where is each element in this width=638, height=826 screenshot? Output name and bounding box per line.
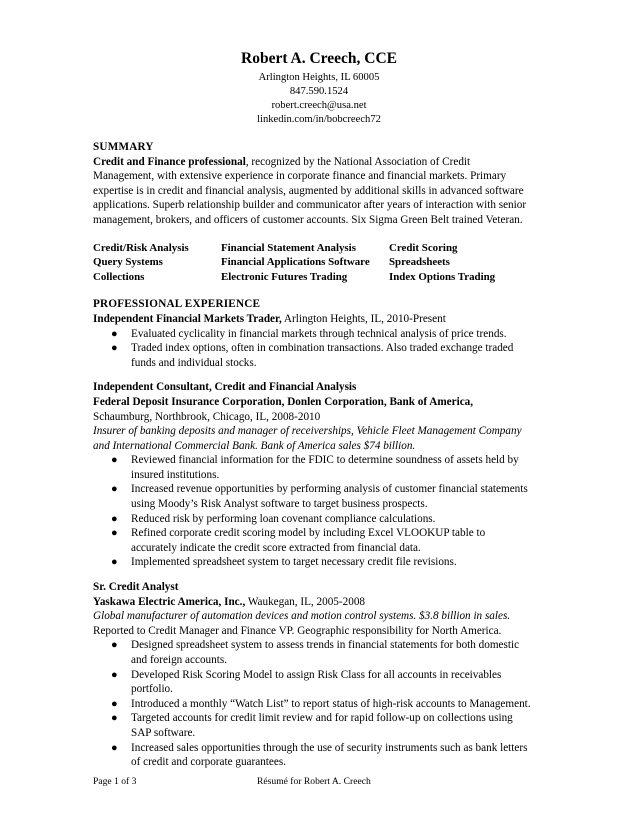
list-item: ● Introduced a monthly “Watch List” to report status of high-risk accounts to Management. [111,697,531,710]
job-3-company: Yaskawa Electric America, Inc., [93,595,246,608]
list-item: ● Increased sales opportunities through the use of security instruments such as bank letters of credit and corporate guarantees. [111,741,528,769]
summary-paragraph [93,155,545,228]
summary-line-3: expertise is in credit and financial analysis, augmented by additional skills in advanced software [93,184,524,197]
bullet-icon: ● [111,712,118,725]
job-3-desc: Global manufacturer of automation devices and motion control systems. $3.8 billion in sales. [93,610,511,623]
bullet-icon: ● [111,741,118,754]
list-item: ● Traded index options, often in combination transactions. Also traded exchange traded funds and individual stocks. [111,342,514,369]
job-3-bullets [93,638,545,769]
job-1-header [93,312,545,327]
contact-city: Arlington Heights, IL 60005 [258,72,380,83]
summary-line-4: applications. Superb relationship builder and communicator after years of interaction with senior [93,199,527,212]
list-item: ● Increased revenue opportunities by performing analysis of customer financial statements using Moody’s Risk Analyst software to target business prospects. [111,483,528,511]
summary-line-2: Management, with extensive experience in corporate finance and financial markets. Primary [93,170,507,183]
job-1-location: Arlington Heights, IL, 2010-Present [281,312,446,325]
experience-heading: PROFESSIONAL EXPERIENCE [93,298,261,311]
summary-line-5: management, brokers, and officers of customer accounts. Six Sigma Green Belt trained Veteran. [93,213,523,226]
skill-item: Index Options Trading [389,270,496,283]
job-2-desc-1: Insurer of banking deposits and manager of receiverships, Vehicle Fleet Management Company [93,425,522,438]
bullet-icon: ● [111,527,118,540]
contact-email: robert.creech@usa.net [271,100,367,111]
skill-item: Credit Scoring [389,241,458,254]
list-item: ● Reduced risk by performing loan covenant compliance calculations. [111,512,436,525]
bullet-icon: ● [111,697,118,710]
list-item: ● Targeted accounts for credit limit review and for rapid follow-up on collections using SAP software. [111,712,513,739]
bullet-icon: ● [111,639,118,652]
job-2-desc-2: and International Commercial Bank. Bank of America sales $74 billion. [93,439,416,452]
bullet-icon: ● [111,327,118,340]
job-2-title: Independent Consultant, Credit and Financial Analysis [93,381,357,394]
contact-linkedin: linkedin.com/in/bobcreech72 [257,114,381,125]
job-1-bullets [93,327,545,371]
bullet-icon: ● [111,342,118,355]
contact-phone: 847.590.1524 [289,86,349,97]
skill-item: Financial Statement Analysis [221,241,356,254]
job-3-location: Waukegan, IL, 2005-2008 [245,595,366,608]
resume-content [93,50,545,770]
list-item: ● Implemented spreadsheet system to target necessary credit file revisions. [111,556,457,569]
page-number: Page 1 of 3 [93,776,137,787]
skill-item: Query Systems [93,256,163,269]
job-3-title: Sr. Credit Analyst [93,581,179,594]
skill-item: Electronic Futures Trading [221,270,348,283]
bullet-icon: ● [111,483,118,496]
skill-item: Spreadsheets [389,256,450,269]
job-3-header [93,595,545,610]
job-3-reported: Reported to Credit Manager and Finance VP. Geographic responsibility for North America. [93,624,502,637]
list-item: ● Designed spreadsheet system to assess trends in financial statements for both domestic and foreign accounts. [111,639,520,666]
bullet-icon: ● [111,556,118,569]
bullet-icon: ● [111,512,118,525]
list-item: ● Refined corporate credit scoring model by including Excel VLOOKUP table to accurately indicate the credit score extracted from financial data. [111,527,486,554]
bullet-icon: ● [111,668,118,681]
list-item: ● Developed Risk Scoring Model to assign Risk Class for all accounts in receivables portfolio. [111,668,502,696]
skill-item: Credit/Risk Analysis [93,241,189,254]
summary-lead: Credit and Finance professional [93,155,246,168]
skills-grid [93,241,545,285]
list-item: ● Reviewed financial information for the FDIC to determine soundness of assets held by insured institutions. [111,454,519,481]
job-2-location: Schaumburg, Northbrook, Chicago, IL, 2008-2010 [93,410,321,423]
bullet-icon: ● [111,454,118,467]
footer-title: Résumé for Robert A. Creech [257,776,371,787]
job-2-employers: Federal Deposit Insurance Corporation, Donlen Corporation, Bank of America, [93,395,474,408]
skill-item: Collections [93,270,145,283]
skill-item: Financial Applications Software [221,256,370,269]
job-1-title: Independent Financial Markets Trader, [93,312,282,325]
summary-line-1: , recognized by the National Association of Credit [245,155,471,168]
summary-heading: SUMMARY [93,141,154,153]
list-item: ● Evaluated cyclicality in financial markets through technical analysis of price trends. [111,327,507,340]
candidate-name: Robert A. Creech, CCE [241,50,397,67]
job-2-bullets [93,453,545,570]
